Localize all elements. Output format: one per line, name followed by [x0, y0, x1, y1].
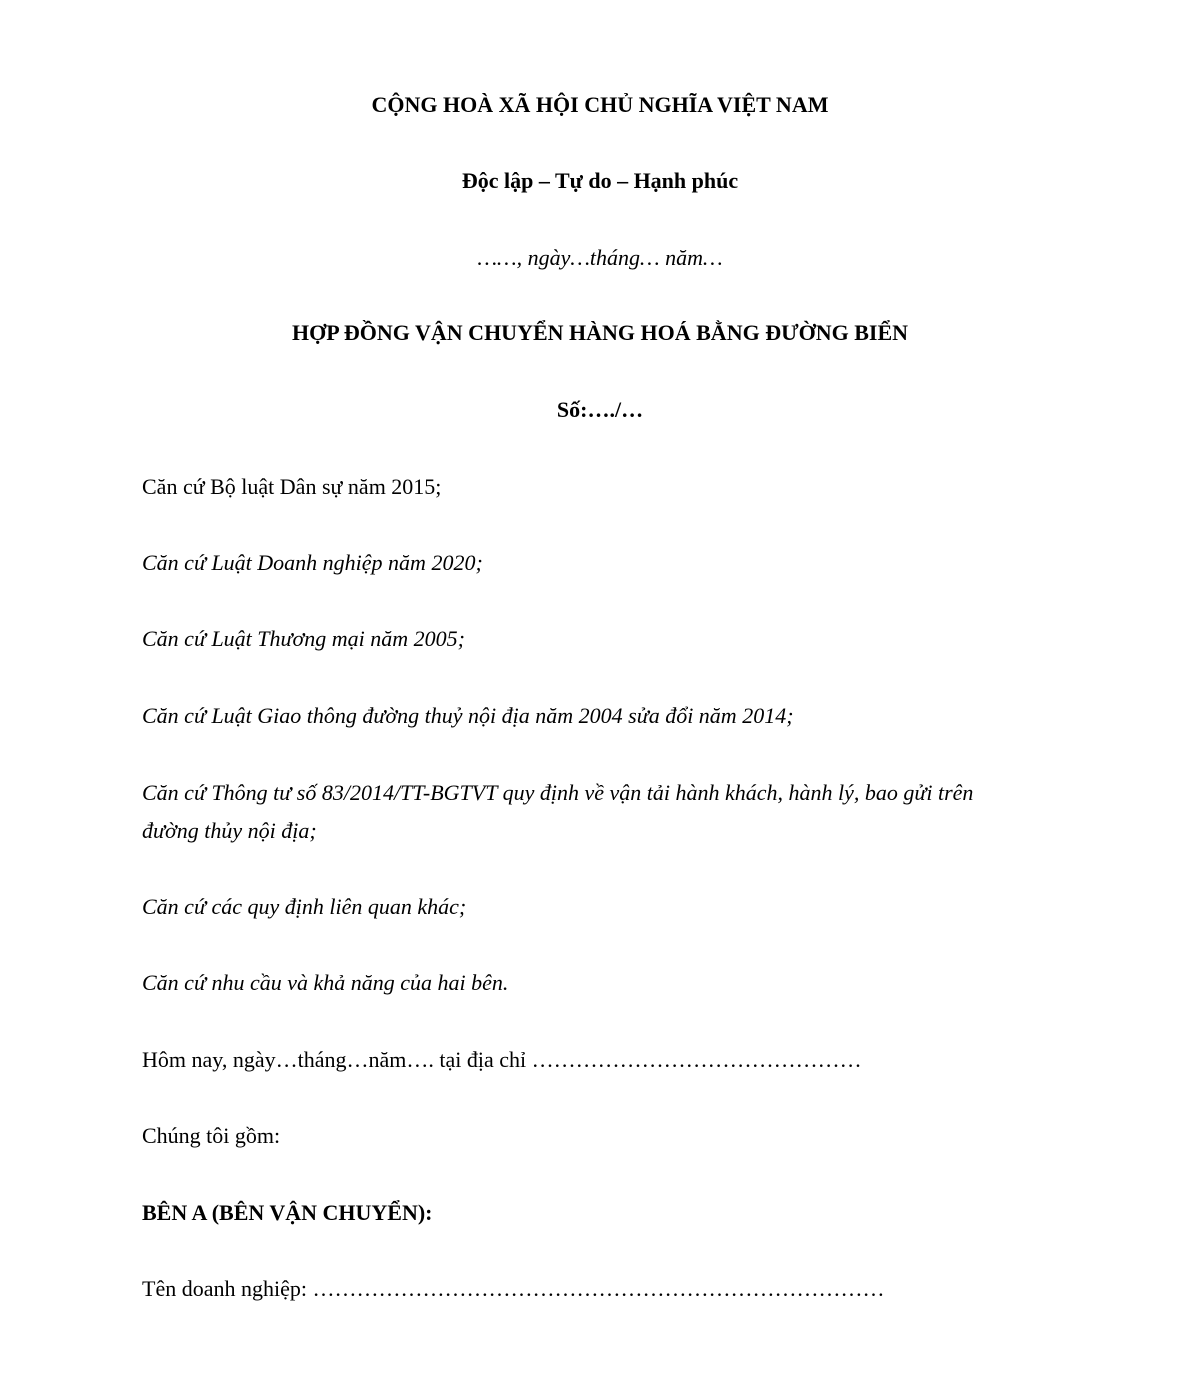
legal-basis-circular: Căn cứ Thông tư số 83/2014/TT-BGTVT quy định về vận tải hành khách, hành lý, bao gửi trên đường thủy nội địa; [142, 780, 974, 843]
legal-basis-needs: Căn cứ nhu cầu và khả năng của hai bên. [142, 970, 509, 995]
parties-intro: Chúng tôi gồm: [142, 1123, 281, 1148]
motto: Độc lập – Tự do – Hạnh phúc [461, 168, 739, 193]
contract-number: Số:…./… [556, 397, 644, 422]
date-line: ……, ngày…tháng… năm… [477, 245, 723, 270]
legal-basis-enterprise-law: Căn cứ Luật Doanh nghiệp năm 2020; [142, 550, 483, 575]
legal-basis-waterway-law: Căn cứ Luật Giao thông đường thuỷ nội địa năm 2004 sửa đổi năm 2014; [142, 703, 794, 728]
today-line: Hôm nay, ngày…tháng…năm…. tại địa chỉ ……………………………………… [142, 1047, 862, 1072]
legal-basis-civil-code: Căn cứ Bộ luật Dân sự năm 2015; [142, 474, 442, 499]
company-name-line: Tên doanh nghiệp: …………………………………………………………………… [142, 1276, 885, 1301]
nation-heading: CỘNG HOÀ XÃ HỘI CHỦ NGHĨA VIỆT NAM [371, 92, 829, 117]
party-a-heading: BÊN A (BÊN VẬN CHUYỂN): [142, 1200, 433, 1225]
legal-basis-commercial-law: Căn cứ Luật Thương mại năm 2005; [142, 626, 465, 651]
contract-title: HỢP ĐỒNG VẬN CHUYỂN HÀNG HOÁ BẰNG ĐƯỜNG BIỂN [291, 320, 909, 345]
legal-basis-other-regulations: Căn cứ các quy định liên quan khác; [142, 894, 467, 919]
